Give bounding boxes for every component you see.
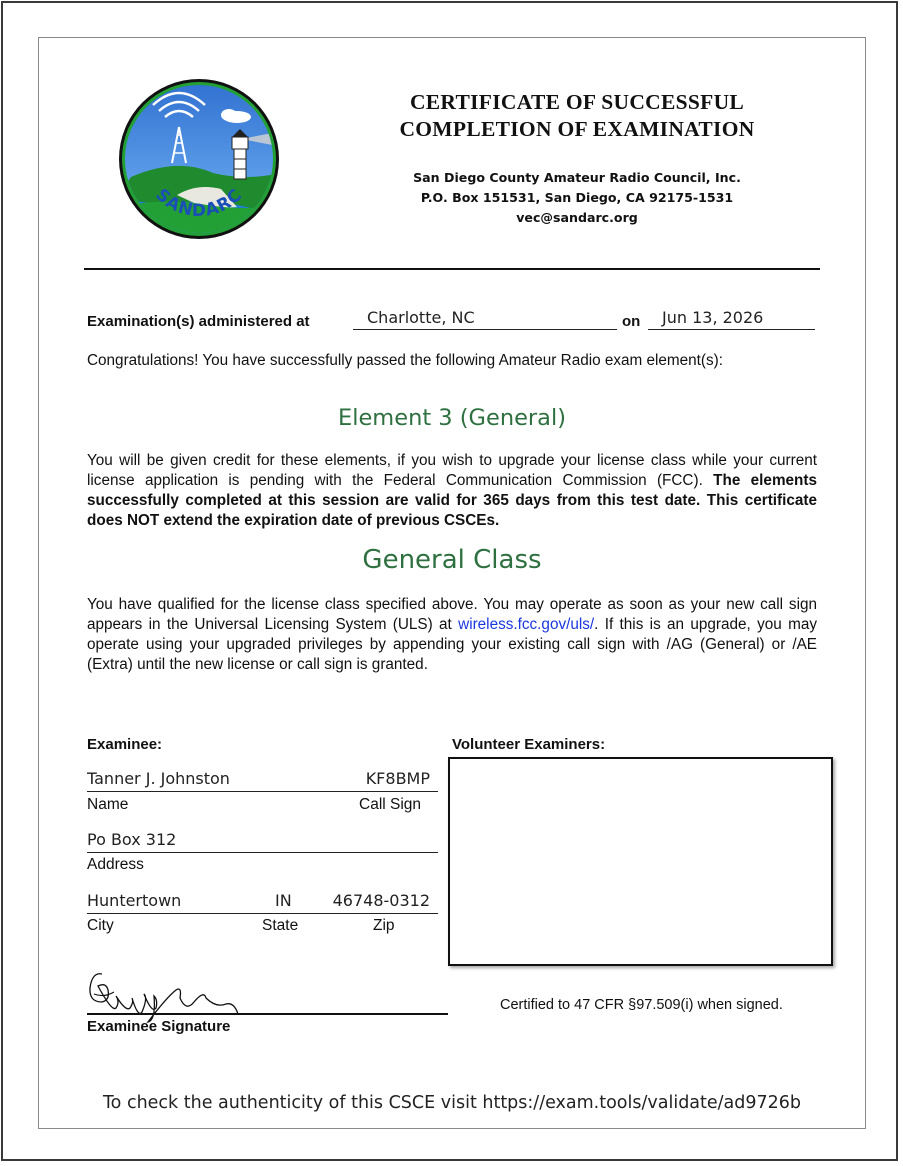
examinee-state: IN xyxy=(275,891,292,910)
date-field: Jun 13, 2026 xyxy=(648,306,815,330)
location-field: Charlotte, NC xyxy=(353,306,617,330)
volunteer-examiners-label: Volunteer Examiners: xyxy=(452,736,606,753)
examinee-city: Huntertown xyxy=(87,891,182,910)
license-text-end: . If this is an upgrade, you may operate using your upgraded privileges by appending your existing call sign with /AG (General) or /AE (Extra) until the new license or call sign is granted. xyxy=(87,616,817,673)
examinee-name: Tanner J. Johnston xyxy=(87,769,230,788)
org-address: P.O. Box 151531, San Diego, CA 92175-1531 xyxy=(420,190,734,205)
zip-caption: Zip xyxy=(373,917,395,934)
credit-text: You will be given credit for these elements, if you wish to upgrade your license class while your current license application is pending with the Federal Communication Commission (FCC). xyxy=(87,452,817,489)
credit-paragraph xyxy=(87,451,817,531)
city-caption: City xyxy=(87,917,114,934)
title-line-2: COMPLETION OF EXAMINATION xyxy=(399,117,755,141)
examinee-callsign: KF8BMP xyxy=(365,769,430,788)
volunteer-examiners-box xyxy=(448,757,833,966)
congratulations-text: Congratulations! You have successfully passed the following Amateur Radio exam element(s): xyxy=(87,352,724,369)
title-line-1: CERTIFICATE OF SUCCESSFUL xyxy=(409,90,745,114)
on-label: on xyxy=(622,313,641,330)
name-callsign-line xyxy=(87,767,438,792)
org-name: San Diego County Amateur Radio Council, Inc. xyxy=(413,170,741,185)
signature-caption: Examinee Signature xyxy=(87,1018,231,1035)
credit-bold-text: The elements successfully completed at this session are valid for 365 days from this test date. This certificate does NOT extend the expiration date of previous CSCEs. xyxy=(87,472,817,529)
examinee-signature-image xyxy=(86,968,246,1024)
header-divider xyxy=(84,268,820,270)
administration-row xyxy=(87,306,827,332)
element-heading: Element 3 (General) xyxy=(338,405,566,431)
city-state-zip-line xyxy=(87,889,438,914)
license-class-heading: General Class xyxy=(362,545,542,575)
certificate-title xyxy=(360,89,794,143)
address-line xyxy=(87,828,438,853)
examinee-zip: 46748-0312 xyxy=(332,891,430,910)
state-caption: State xyxy=(262,917,299,934)
license-paragraph xyxy=(87,595,817,675)
address-caption: Address xyxy=(87,856,144,873)
organization-block xyxy=(360,168,794,228)
administered-label: Examination(s) administered at xyxy=(87,313,310,330)
sandarc-logo xyxy=(117,77,281,241)
org-email: vec@sandarc.org xyxy=(516,210,638,225)
callsign-caption: Call Sign xyxy=(359,796,422,813)
examinee-label: Examinee: xyxy=(87,736,163,753)
svg-text:SANDARC: SANDARC xyxy=(151,185,247,221)
name-caption: Name xyxy=(87,796,129,813)
uls-link[interactable]: wireless.fcc.gov/uls/ xyxy=(458,616,595,633)
signature-line xyxy=(87,1013,448,1015)
license-text-start: You have qualified for the license class specified above. You may operate as soon as your new call sign appears in the Universal Licensing System (ULS) at xyxy=(87,596,817,633)
validation-text: To check the authenticity of this CSCE visit https://exam.tools/validate/ad9726b xyxy=(102,1093,802,1113)
examinee-address: Po Box 312 xyxy=(87,830,177,849)
certified-text: Certified to 47 CFR §97.509(i) when signed. xyxy=(500,997,783,1013)
